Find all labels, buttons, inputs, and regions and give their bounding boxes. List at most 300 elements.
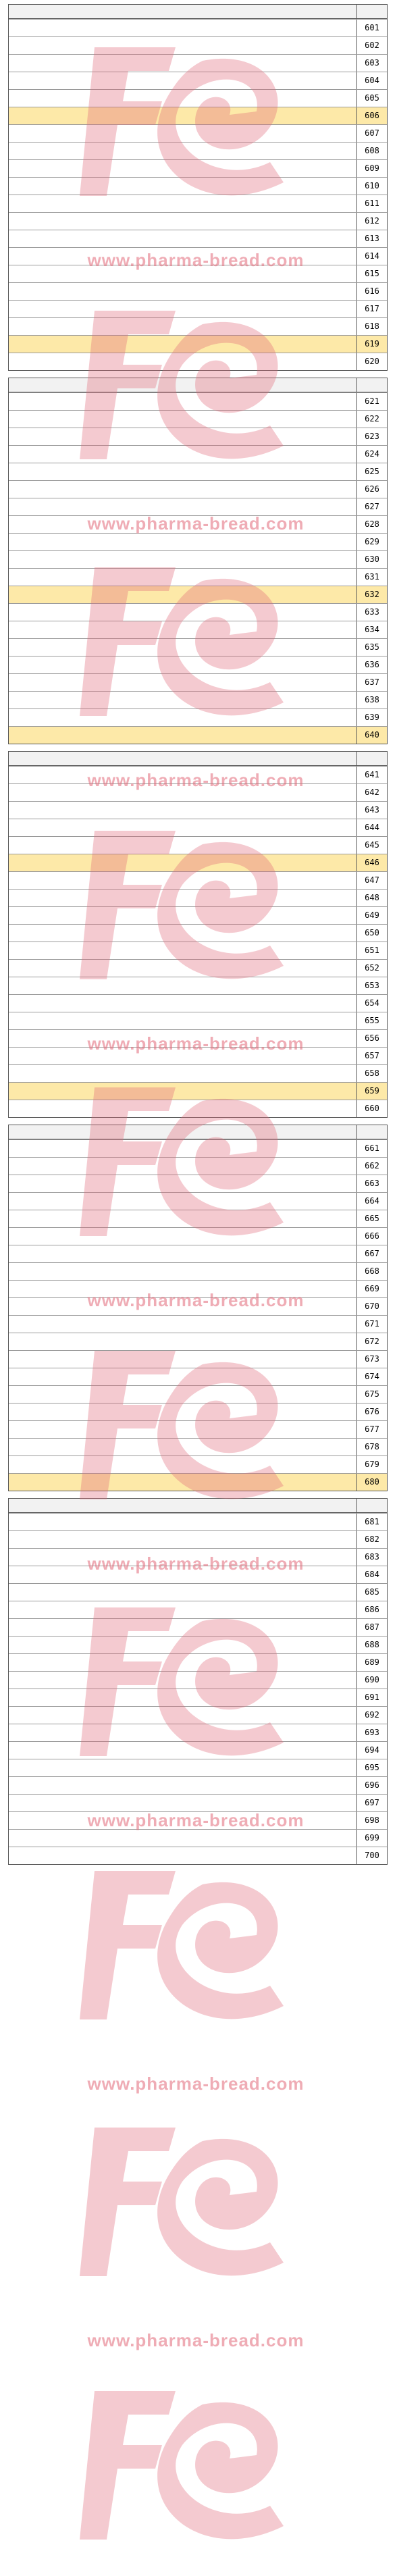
table-row: [9, 1403, 387, 1420]
student-name: [9, 393, 357, 410]
row-number: 619: [365, 339, 379, 349]
student-name: [9, 1812, 357, 1829]
row-number: 686: [365, 1605, 379, 1614]
pharma-watermark-logo: [68, 2101, 311, 2303]
table-row: [9, 1245, 387, 1262]
student-name: [9, 960, 357, 977]
table-row: [9, 533, 387, 550]
table-row: [9, 783, 387, 801]
row-number: 645: [365, 840, 379, 850]
table-row: [9, 1315, 387, 1333]
row-number: 675: [365, 1389, 379, 1399]
number-column-header: [357, 5, 387, 18]
student-name: [9, 1403, 357, 1420]
student-name: [9, 481, 357, 498]
table-row: [9, 1350, 387, 1368]
student-name: [9, 428, 357, 445]
table-row: [9, 1653, 387, 1671]
table-row: [9, 195, 387, 212]
student-name: [9, 872, 357, 889]
table-row: [9, 1175, 387, 1192]
student-name: [9, 837, 357, 854]
student-name: [9, 125, 357, 142]
student-name: [9, 1759, 357, 1776]
student-name: [9, 143, 357, 159]
table-row: [9, 1724, 387, 1741]
roster-section: [8, 378, 388, 744]
table-row: [9, 335, 387, 353]
row-number: 687: [365, 1622, 379, 1632]
row-number: 691: [365, 1693, 379, 1702]
watermark-url: www.pharma-bread.com: [87, 1810, 305, 1830]
row-number: 657: [365, 1051, 379, 1060]
student-name: [9, 1245, 357, 1262]
row-number: 659: [365, 1086, 379, 1096]
student-name: [9, 942, 357, 959]
row-number: 638: [365, 695, 379, 704]
student-name: [9, 802, 357, 819]
row-number: 668: [365, 1266, 379, 1276]
pharma-watermark-logo: [68, 2364, 311, 2567]
row-number: 642: [365, 788, 379, 797]
student-name: [9, 283, 357, 300]
row-number: 650: [365, 928, 379, 937]
row-number: 680: [365, 1477, 379, 1487]
row-number: 639: [365, 713, 379, 722]
row-number: 698: [365, 1815, 379, 1825]
row-number: 646: [365, 858, 379, 867]
table-row: [9, 1741, 387, 1759]
watermark-url: www.pharma-bread.com: [87, 1033, 305, 1054]
table-row: [9, 282, 387, 300]
name-column-header: [9, 1125, 357, 1139]
watermark-url: www.pharma-bread.com: [87, 2330, 305, 2350]
row-number: 601: [365, 23, 379, 32]
table-row: [9, 1192, 387, 1210]
table-row: [9, 1671, 387, 1689]
student-name: [9, 1368, 357, 1385]
student-name: [9, 55, 357, 72]
table-row: [9, 19, 387, 36]
row-number: 658: [365, 1068, 379, 1078]
table-row: [9, 656, 387, 673]
row-number: 655: [365, 1016, 379, 1025]
student-name: [9, 656, 357, 673]
roster-section: [8, 4, 388, 371]
table-header: [9, 5, 387, 19]
table-row: [9, 1513, 387, 1530]
table-row: [9, 1100, 387, 1117]
table-row: [9, 1385, 387, 1403]
table-row: [9, 1829, 387, 1847]
row-number: 629: [365, 537, 379, 546]
student-name: [9, 604, 357, 621]
row-number: 644: [365, 823, 379, 832]
student-name: [9, 925, 357, 942]
student-name: [9, 534, 357, 550]
student-name: [9, 1065, 357, 1082]
table-row: [9, 177, 387, 195]
row-number: 692: [365, 1710, 379, 1720]
row-number: 627: [365, 502, 379, 511]
student-name: [9, 1707, 357, 1724]
student-name: [9, 1689, 357, 1706]
row-number: 610: [365, 181, 379, 190]
roster-section: [8, 751, 388, 1118]
row-number: 643: [365, 805, 379, 815]
table-row: [9, 1262, 387, 1280]
student-name: [9, 1637, 357, 1653]
student-name: [9, 1351, 357, 1368]
pharma-watermark-logo: [68, 1844, 311, 2046]
table-row: [9, 550, 387, 568]
row-number: 630: [365, 555, 379, 564]
student-name: [9, 1333, 357, 1350]
number-column-header: [357, 752, 387, 765]
row-number: 694: [365, 1745, 379, 1755]
row-number: 648: [365, 893, 379, 902]
table-row: [9, 1157, 387, 1175]
student-name: [9, 1439, 357, 1456]
table-row: [9, 142, 387, 159]
student-name: [9, 819, 357, 836]
table-row: [9, 1420, 387, 1438]
row-number: 700: [365, 1851, 379, 1860]
row-number: 652: [365, 963, 379, 973]
student-name: [9, 1083, 357, 1100]
row-number: 673: [365, 1354, 379, 1364]
table-row: [9, 1210, 387, 1227]
table-row: [9, 1227, 387, 1245]
student-name: [9, 463, 357, 480]
table-row: [9, 1794, 387, 1811]
table-row: [9, 1012, 387, 1029]
student-name: [9, 107, 357, 124]
row-number: 682: [365, 1535, 379, 1544]
table-row: [9, 1029, 387, 1047]
table-row: [9, 89, 387, 107]
row-number: 696: [365, 1780, 379, 1790]
row-number: 605: [365, 93, 379, 103]
row-number: 640: [365, 730, 379, 740]
student-name: [9, 516, 357, 533]
table-row: [9, 977, 387, 994]
student-name: [9, 265, 357, 282]
row-number: 666: [365, 1231, 379, 1241]
watermark-url: www.pharma-bread.com: [87, 1553, 305, 1574]
table-row: [9, 54, 387, 72]
table-row: [9, 300, 387, 317]
row-number: 689: [365, 1657, 379, 1667]
row-number: 676: [365, 1407, 379, 1416]
student-name: [9, 1601, 357, 1618]
row-number: 641: [365, 770, 379, 779]
student-name: [9, 1158, 357, 1175]
row-number: 637: [365, 677, 379, 687]
row-number: 697: [365, 1798, 379, 1807]
table-row: [9, 766, 387, 783]
row-number: 656: [365, 1033, 379, 1043]
table-row: [9, 480, 387, 498]
student-name: [9, 1795, 357, 1811]
student-name: [9, 1263, 357, 1280]
student-name: [9, 1514, 357, 1530]
table-row: [9, 317, 387, 335]
student-name: [9, 411, 357, 428]
table-row: [9, 1706, 387, 1724]
table-row: [9, 212, 387, 230]
student-name: [9, 20, 357, 36]
table-row: [9, 1811, 387, 1829]
table-row: [9, 1689, 387, 1706]
student-name: [9, 336, 357, 353]
student-name: [9, 1281, 357, 1297]
row-number: 634: [365, 625, 379, 634]
row-number: 677: [365, 1424, 379, 1434]
student-name: [9, 1474, 357, 1491]
row-number: 626: [365, 484, 379, 494]
student-name: [9, 890, 357, 906]
number-column-header: [357, 378, 387, 392]
student-name: [9, 160, 357, 177]
row-number: 665: [365, 1214, 379, 1223]
table-row: [9, 498, 387, 515]
row-number: 620: [365, 357, 379, 366]
table-row: [9, 392, 387, 410]
student-name: [9, 1619, 357, 1636]
row-number: 633: [365, 607, 379, 617]
watermark-url: www.pharma-bread.com: [87, 250, 305, 270]
table-row: [9, 871, 387, 889]
row-number: 647: [365, 875, 379, 885]
roster-section: [8, 1498, 388, 1865]
table-row: [9, 410, 387, 428]
row-number: 618: [365, 321, 379, 331]
table-row: [9, 819, 387, 836]
student-name: [9, 1421, 357, 1438]
student-name: [9, 854, 357, 871]
student-name: [9, 1012, 357, 1029]
table-row: [9, 230, 387, 247]
table-row: [9, 1530, 387, 1548]
table-row: [9, 603, 387, 621]
row-number: 688: [365, 1640, 379, 1649]
row-number: 681: [365, 1517, 379, 1526]
student-name: [9, 674, 357, 691]
table-row: [9, 854, 387, 871]
row-number: 603: [365, 58, 379, 68]
row-number: 690: [365, 1675, 379, 1684]
student-name: [9, 709, 357, 726]
table-header: [9, 378, 387, 392]
table-row: [9, 445, 387, 463]
name-column-header: [9, 5, 357, 18]
row-number: 616: [365, 286, 379, 296]
row-number: 624: [365, 449, 379, 459]
table-row: [9, 124, 387, 142]
table-row: [9, 1438, 387, 1456]
table-row: [9, 1368, 387, 1385]
student-name: [9, 1175, 357, 1192]
row-number: 612: [365, 216, 379, 226]
student-name: [9, 72, 357, 89]
table-row: [9, 1456, 387, 1473]
student-name: [9, 301, 357, 317]
student-name: [9, 551, 357, 568]
table-row: [9, 1047, 387, 1064]
student-name: [9, 1298, 357, 1315]
table-row: [9, 1583, 387, 1601]
student-name: [9, 621, 357, 638]
table-header: [9, 1125, 387, 1139]
student-name: [9, 1140, 357, 1157]
row-number: 613: [365, 234, 379, 243]
table-row: [9, 265, 387, 282]
student-name: [9, 230, 357, 247]
student-name: [9, 1654, 357, 1671]
table-row: [9, 515, 387, 533]
student-name: [9, 995, 357, 1012]
table-row: [9, 1548, 387, 1566]
row-number: 678: [365, 1442, 379, 1451]
table-row: [9, 1297, 387, 1315]
table-row: [9, 72, 387, 89]
row-number: 672: [365, 1337, 379, 1346]
table-row: [9, 959, 387, 977]
table-row: [9, 1759, 387, 1776]
row-number: 661: [365, 1143, 379, 1153]
row-number: 625: [365, 467, 379, 476]
student-name: [9, 784, 357, 801]
row-number: 683: [365, 1552, 379, 1562]
student-name: [9, 767, 357, 783]
row-number: 636: [365, 660, 379, 669]
row-number: 606: [365, 111, 379, 120]
student-name: [9, 1210, 357, 1227]
student-name: [9, 1742, 357, 1759]
student-name: [9, 1193, 357, 1210]
student-name: [9, 1549, 357, 1566]
student-name: [9, 1100, 357, 1117]
table-row: [9, 638, 387, 656]
table-row: [9, 889, 387, 906]
student-name: [9, 1584, 357, 1601]
watermark-url: www.pharma-bread.com: [87, 2073, 305, 2094]
student-name: [9, 213, 357, 230]
number-column-header: [357, 1499, 387, 1512]
row-number: 621: [365, 396, 379, 406]
row-number: 685: [365, 1587, 379, 1597]
row-number: 617: [365, 304, 379, 313]
table-row: [9, 942, 387, 959]
row-number: 679: [365, 1460, 379, 1469]
student-name: [9, 37, 357, 54]
student-name: [9, 977, 357, 994]
row-number: 608: [365, 146, 379, 155]
row-number: 662: [365, 1161, 379, 1170]
student-name: [9, 907, 357, 924]
row-number: 607: [365, 128, 379, 138]
row-number: 614: [365, 251, 379, 261]
row-number: 699: [365, 1833, 379, 1843]
student-name: [9, 586, 357, 603]
student-name: [9, 569, 357, 586]
student-name: [9, 178, 357, 195]
name-column-header: [9, 752, 357, 765]
student-name: [9, 318, 357, 335]
table-row: [9, 801, 387, 819]
table-row: [9, 691, 387, 709]
row-number: 669: [365, 1284, 379, 1293]
student-name: [9, 498, 357, 515]
student-name: [9, 1672, 357, 1689]
row-number: 671: [365, 1319, 379, 1329]
row-number: 674: [365, 1372, 379, 1381]
row-number: 651: [365, 946, 379, 955]
student-name: [9, 195, 357, 212]
student-name: [9, 1531, 357, 1548]
number-column-header: [357, 1125, 387, 1139]
student-name: [9, 248, 357, 265]
row-number: 695: [365, 1763, 379, 1772]
student-name: [9, 1048, 357, 1064]
row-number: 628: [365, 519, 379, 529]
student-name: [9, 727, 357, 744]
table-row: [9, 586, 387, 603]
table-row: [9, 726, 387, 744]
table-row: [9, 994, 387, 1012]
table-row: [9, 621, 387, 638]
table-row: [9, 247, 387, 265]
student-name: [9, 639, 357, 656]
table-row: [9, 836, 387, 854]
student-name: [9, 692, 357, 709]
watermark-url: www.pharma-bread.com: [87, 513, 305, 534]
row-number: 635: [365, 642, 379, 652]
row-number: 623: [365, 432, 379, 441]
table-row: [9, 107, 387, 124]
table-row: [9, 1618, 387, 1636]
row-number: 670: [365, 1302, 379, 1311]
row-number: 615: [365, 269, 379, 278]
watermark-url: www.pharma-bread.com: [87, 770, 305, 790]
student-name: [9, 1724, 357, 1741]
table-row: [9, 36, 387, 54]
row-number: 654: [365, 998, 379, 1008]
table-row: [9, 1280, 387, 1297]
table-row: [9, 1636, 387, 1653]
student-name: [9, 1456, 357, 1473]
table-row: [9, 1847, 387, 1864]
row-number: 649: [365, 910, 379, 920]
row-number: 684: [365, 1570, 379, 1579]
table-row: [9, 709, 387, 726]
table-row: [9, 673, 387, 691]
table-row: [9, 924, 387, 942]
table-row: [9, 1473, 387, 1491]
row-number: 664: [365, 1196, 379, 1206]
row-number: 622: [365, 414, 379, 423]
row-number: 609: [365, 163, 379, 173]
row-number: 653: [365, 981, 379, 990]
table-row: [9, 463, 387, 480]
student-name: [9, 1777, 357, 1794]
row-number: 663: [365, 1179, 379, 1188]
table-row: [9, 1139, 387, 1157]
student-name: [9, 1566, 357, 1583]
row-number: 660: [365, 1104, 379, 1113]
row-number: 667: [365, 1249, 379, 1258]
